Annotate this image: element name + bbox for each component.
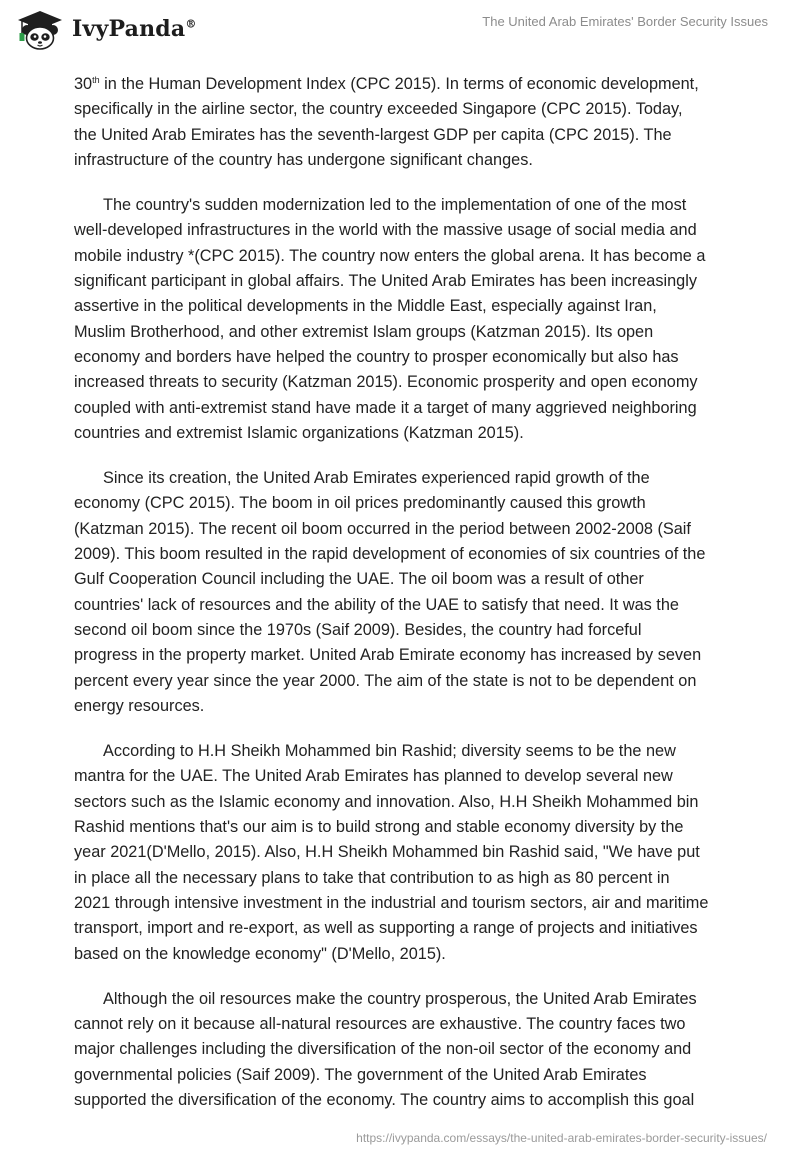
paragraph-line: increased threats to security (Katzman 2015). Economic prosperity and open economy (74, 373, 698, 392)
paragraph-line: specifically in the airline sector, the country exceeded Singapore (CPC 2015). Today, (74, 100, 683, 119)
paragraph-line: Muslim Brotherhood, and other extremist Islam groups (Katzman 2015). Its open (74, 322, 654, 341)
paragraph-line: sectors such as the Islamic economy and innovation. Also, H.H Sheikh Mohammed bin (74, 792, 699, 811)
paragraph-line: 2021 through intensive investment in the industrial and tourism sectors, air and maritime (74, 893, 709, 912)
paragraph-line (74, 72, 734, 97)
lead-number: 30 (74, 75, 93, 93)
paragraph-line: Rashid mentions that's our aim is to build strong and stable economy diversity by the (74, 818, 684, 837)
brand-name-text: IvyPanda (72, 16, 186, 42)
paragraph-line: percent every year since the year 2000. The aim of the state is not to be dependent on (74, 671, 697, 690)
paragraph-3 (74, 466, 734, 719)
paragraph-line: mobile industry *(CPC 2015). The country now enters the global arena. It has become a (74, 246, 706, 265)
paragraph-line: transport, import and re-export, as well as supporting a range of projects and initiatives (74, 919, 698, 938)
panda-graduate-icon (14, 8, 66, 50)
paragraph-line: Since its creation, the United Arab Emirates experienced rapid growth of the (103, 469, 650, 488)
paragraph-line: mantra for the UAE. The United Arab Emirates has planned to develop several new (74, 767, 673, 786)
registered-mark: ® (185, 17, 197, 31)
brand-name (72, 16, 197, 42)
paragraph-line: economy (CPC 2015). The boom in oil prices predominantly caused this growth (74, 494, 646, 513)
paragraph-2 (74, 193, 734, 446)
paragraph-line: energy resources. (74, 696, 205, 715)
paragraph-line: Gulf Cooperation Council including the UAE. The oil boom was a result of other (74, 570, 644, 589)
paragraph-line: supported the diversification of the economy. The country aims to accomplish this goal (74, 1090, 695, 1109)
paragraph-line: 2009). This boom resulted in the rapid development of economies of six countries of the (74, 545, 706, 564)
paragraph-line: countries' lack of resources and the ability of the UAE to satisfy that need. It was the (74, 595, 679, 614)
paragraph-1 (74, 72, 734, 173)
paragraph-4 (74, 739, 734, 967)
paragraph-line: year 2021(D'Mello, 2015). Also, H.H Sheikh Mohammed bin Rashid said, "We have put (74, 843, 700, 862)
paragraph-line: major challenges including the diversification of the non-oil sector of the economy and (74, 1040, 692, 1059)
ivypanda-logo[interactable] (14, 8, 197, 50)
paragraph-line: coupled with anti-extremist stand have made it a target of many aggrieved neighboring (74, 398, 697, 417)
paragraph-line: well-developed infrastructures in the world with the massive usage of social media and (74, 221, 697, 240)
paragraph-line: based on the knowledge economy" (D'Mello, 2015). (74, 944, 446, 963)
paragraph-line: countries and extremist Islamic organizations (Katzman 2015). (74, 423, 524, 442)
document-title: The United Arab Emirates' Border Security Issues (482, 14, 768, 29)
paragraph-line-text: in the Human Development Index (CPC 2015). In terms of economic development, (104, 75, 699, 93)
paragraph-line: Although the oil resources make the country prosperous, the United Arab Emirates (103, 989, 697, 1008)
page-header (0, 0, 800, 60)
paragraph-line: (Katzman 2015). The recent oil boom occurred in the period between 2002-2008 (Saif (74, 519, 691, 538)
paragraph-line: governmental policies (Saif 2009). The government of the United Arab Emirates (74, 1065, 647, 1084)
paragraph-5 (74, 987, 734, 1113)
source-url[interactable]: https://ivypanda.com/essays/the-united-arab-emirates-border-security-issues/ (356, 1131, 767, 1145)
paragraph-line: economy and borders have helped the country to prosper economically but also has (74, 347, 679, 366)
ordinal-suffix: th (92, 75, 100, 85)
paragraph-line: in place all the necessary plans to take that contribution to as high as 80 percent in (74, 868, 670, 887)
paragraph-line: assertive in the political developments in the Middle East, especially against Iran, (74, 297, 657, 316)
essay-body (74, 72, 734, 1133)
paragraph-line: significant participant in global affairs. The United Arab Emirates has been increasingly (74, 272, 697, 291)
paragraph-line: The country's sudden modernization led to the implementation of one of the most (103, 196, 687, 215)
paragraph-line: infrastructure of the country has undergone significant changes. (74, 150, 533, 169)
paragraph-line: According to H.H Sheikh Mohammed bin Rashid; diversity seems to be the new (103, 742, 676, 761)
paragraph-line: cannot rely on it because all-natural resources are exhaustive. The country faces two (74, 1015, 686, 1034)
paragraph-line: second oil boom since the 1970s (Saif 2009). Besides, the country had forceful (74, 620, 642, 639)
paragraph-line: the United Arab Emirates has the seventh-largest GDP per capita (CPC 2015). The (74, 125, 672, 144)
paragraph-line: progress in the property market. United Arab Emirate economy has increased by seven (74, 646, 702, 665)
